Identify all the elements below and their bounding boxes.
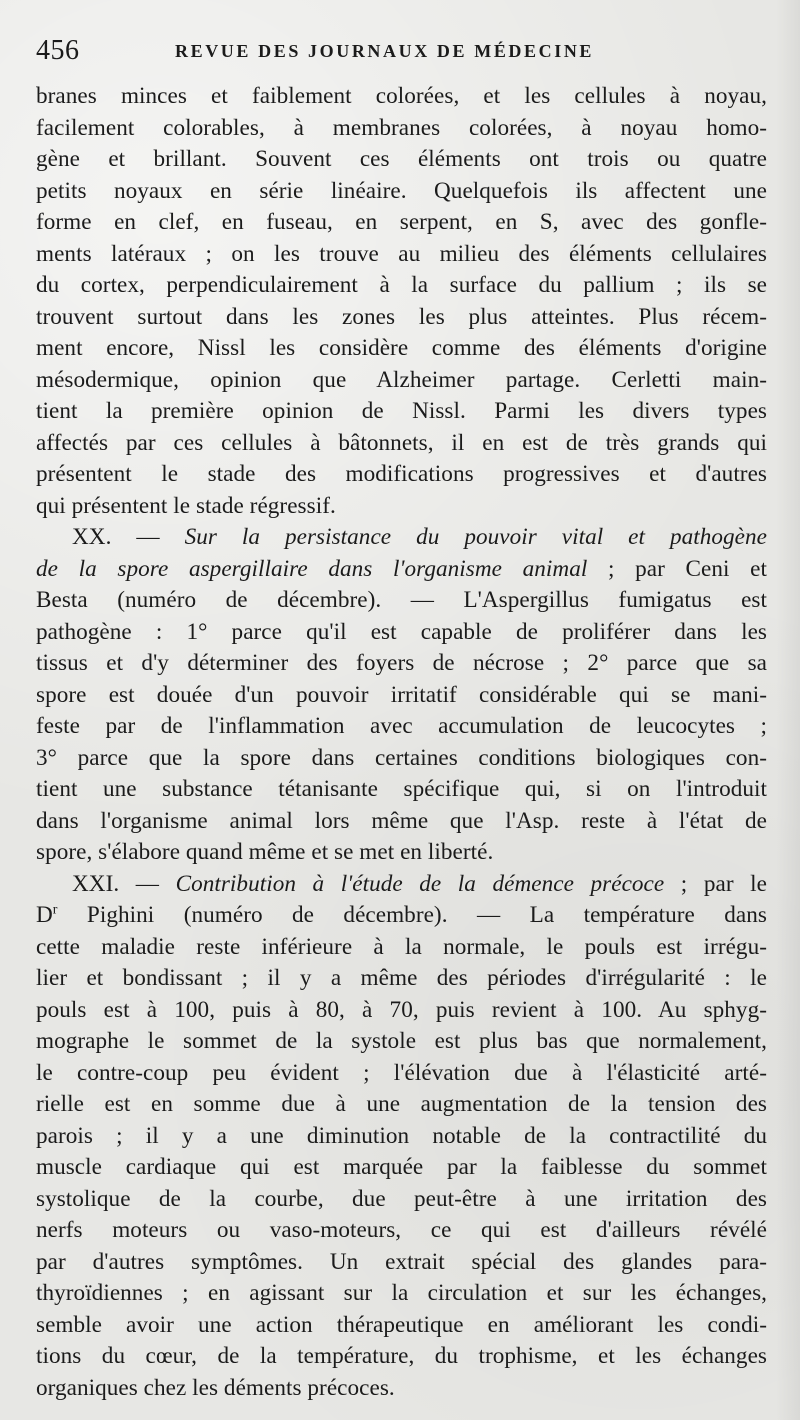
text-line	[36, 176, 767, 208]
page-number: 456	[36, 35, 80, 66]
text-line	[36, 837, 767, 869]
text-line	[36, 1341, 767, 1373]
line-text: 3° parce que la spore dans certaines conditions biologiques con-	[36, 744, 767, 771]
text-line	[36, 144, 767, 176]
text-line	[36, 491, 767, 523]
line-text: gène et brillant. Souvent ces éléments ont trois ou quatre	[36, 146, 767, 172]
line-text: branes minces et faiblement colorées, et les cellules à noyau,	[36, 83, 767, 109]
text-line	[36, 1247, 767, 1279]
line-prefix: D	[36, 902, 53, 928]
text-line	[36, 428, 767, 460]
text-line	[36, 1310, 767, 1342]
running-header	[36, 31, 766, 71]
line-text: muscle cardiaque qui est marquée par la faiblesse du sommet	[36, 1154, 767, 1180]
line-text: pathogène : 1° parce qu'il est capable de proliférer dans les	[36, 618, 767, 645]
line-text: affectés par ces cellules à bâtonnets, il en est de très grands qui	[36, 429, 767, 456]
text-line	[36, 1152, 767, 1184]
text-line	[36, 1089, 767, 1121]
text-line	[36, 995, 767, 1027]
text-line	[36, 522, 767, 554]
line-text: nerfs moteurs ou vaso-moteurs, ce qui est d'ailleurs révélé	[36, 1217, 767, 1243]
text-line	[36, 1184, 767, 1216]
line-text: trouvent surtout dans les zones les plus atteintes. Plus récem-	[36, 303, 767, 330]
line-text: forme en clef, en fuseau, en serpent, en S, avec des gonfle-	[36, 209, 767, 235]
text-line	[36, 900, 767, 932]
journal-title: REVUE DES JOURNAUX DE MÉDECINE	[175, 41, 595, 61]
line-text: mographe le sommet de la systole est plus bas que normalement,	[36, 1028, 767, 1054]
line-text: semble avoir une action thérapeutique en améliorant les condi-	[36, 1311, 767, 1338]
line-prefix: XX. —	[72, 524, 185, 550]
line-text: tient la première opinion de Nissl. Parmi les divers types	[36, 398, 767, 424]
text-line	[36, 81, 767, 113]
line-text: parois ; il y a une diminution notable de la contractilité du	[36, 1122, 767, 1149]
line-text: systolique de la courbe, due peut-être à une irritation des	[36, 1185, 767, 1212]
text-line	[36, 207, 767, 239]
text-line	[36, 302, 767, 334]
article-title: Sur la persistance du pouvoir vital et pathogène	[184, 524, 767, 550]
line-text: par d'autres symptômes. Un extrait spécial des glandes para-	[36, 1248, 767, 1275]
line-text: Besta (numéro de décembre). — L'Aspergillus fumigatus est	[36, 587, 767, 613]
line-text: organiques chez les déments précoces.	[36, 1374, 395, 1401]
line-text: pouls est à 100, puis à 80, à 70, puis revient à 100. Au sphyg-	[36, 996, 767, 1023]
line-text: tient une substance tétanisante spécifique qui, si on l'introduit	[36, 776, 767, 802]
text-line	[36, 932, 767, 964]
text-line	[36, 585, 767, 617]
text-line	[36, 680, 767, 712]
line-text: qui présentent le stade régressif.	[36, 492, 336, 519]
line-text: spore, s'élabore quand même et se met en liberté.	[36, 839, 494, 865]
text-line	[36, 648, 767, 680]
superscript: r	[52, 902, 58, 918]
text-line	[36, 869, 767, 901]
text-line	[36, 1026, 767, 1058]
line-text: lier et bondissant ; il y a même des périodes d'irrégularité : le	[36, 965, 767, 991]
text-line	[36, 774, 767, 806]
line-text: dans l'organisme animal lors même que l'Asp. reste à l'état de	[36, 807, 767, 834]
text-line	[36, 1215, 767, 1247]
line-text: tissus et d'y déterminer des foyers de nécrose ; 2° parce que sa	[36, 650, 767, 676]
text-line	[36, 333, 767, 365]
text-line	[36, 963, 767, 995]
text-line	[36, 617, 767, 649]
line-text: cette maladie reste inférieure à la normale, le pouls est irrégu-	[36, 933, 767, 960]
line-text: ment encore, Nissl les considère comme des éléments d'origine	[36, 335, 767, 361]
line-text: le contre-coup peu évident ; l'élévation due à l'élasticité arté-	[36, 1059, 767, 1086]
text-line	[36, 743, 767, 775]
text-line	[36, 711, 767, 743]
text-line	[36, 239, 767, 271]
text-line	[36, 396, 767, 428]
text-line	[36, 1121, 767, 1153]
line-text: Pighini (numéro de décembre). — La température dans	[57, 902, 767, 928]
text-line	[36, 1278, 767, 1310]
line-text: thyroïdiennes ; en agissant sur la circulation et sur les échanges,	[36, 1280, 767, 1306]
text-line	[36, 365, 767, 397]
line-text: du cortex, perpendiculairement à la surface du pallium ; ils se	[36, 272, 767, 298]
line-text: spore est douée d'un pouvoir irritatif considérable qui se mani-	[36, 681, 767, 708]
text-line	[36, 554, 767, 586]
line-text: rielle est en somme due à une augmentation de la tension des	[36, 1091, 767, 1117]
text-line	[36, 270, 767, 302]
text-line	[36, 806, 767, 838]
text-line	[36, 113, 767, 145]
line-text: ments latéraux ; on les trouve au milieu des éléments cellulaires	[36, 240, 767, 267]
line-suffix: ; par Ceni et	[587, 555, 767, 582]
line-text: présentent le stade des modifications progressives et d'autres	[36, 461, 767, 487]
line-text: tions du cœur, de la température, du trophisme, et les échanges	[36, 1343, 767, 1369]
line-prefix: XXI. —	[72, 870, 176, 897]
text-line	[36, 459, 767, 491]
line-text: mésodermique, opinion que Alzheimer partage. Cerletti main-	[36, 366, 767, 393]
line-text: feste par de l'inflammation avec accumulation de leucocytes ;	[36, 713, 767, 739]
body-text	[36, 81, 767, 1404]
line-suffix: ; par le	[664, 870, 767, 897]
line-text: facilement colorables, à membranes colorées, à noyau homo-	[36, 114, 767, 141]
article-title: Contribution à l'étude de la démence précoce	[175, 870, 665, 897]
line-text: petits noyaux en série linéaire. Quelquefois ils affectent une	[36, 177, 767, 204]
text-line	[36, 1058, 767, 1090]
text-line	[36, 1373, 767, 1405]
article-title: de la spore aspergillaire dans l'organisme animal	[36, 555, 588, 582]
